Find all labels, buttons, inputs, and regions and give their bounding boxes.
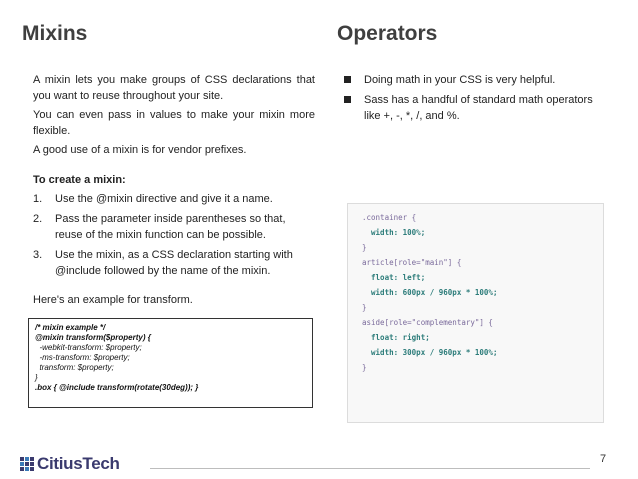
code-line: @mixin transform($property) {	[35, 333, 151, 342]
mixins-heading: Mixins	[22, 22, 88, 45]
code-row: width: 600px / 960px * 100%;	[362, 288, 498, 297]
footer-rule	[150, 468, 590, 469]
code-line: transform: $property;	[35, 363, 114, 372]
example-caption: Here's an example for transform.	[33, 294, 193, 306]
bullet-item	[344, 72, 604, 88]
step-item	[33, 247, 315, 279]
code-row: article[role="main"] {	[362, 258, 462, 267]
bullet-text: Doing math in your CSS is very helpful.	[364, 74, 556, 86]
code-row: float: left;	[362, 273, 426, 282]
mixin-code-box	[28, 318, 313, 408]
paragraph: A good use of a mixin is for vendor prefixes.	[33, 144, 247, 156]
square-bullet-icon	[344, 76, 351, 83]
page-number: 7	[600, 453, 607, 465]
code-row: width: 300px / 960px * 100%;	[362, 348, 498, 357]
operators-code-panel	[347, 203, 604, 423]
step-item	[33, 211, 315, 243]
citiustech-logo	[20, 454, 120, 474]
mixins-content	[33, 72, 315, 283]
code-line: /* mixin example */	[35, 323, 106, 332]
code-row: }	[362, 363, 367, 372]
bullet-text: Sass has a handful of standard math operators like +, -, *, /, and %.	[364, 94, 593, 122]
code-row: }	[362, 303, 367, 312]
step-number: 2.	[33, 213, 43, 225]
code-row: float: right;	[362, 333, 430, 342]
code-line: -ms-transform: $property;	[35, 353, 130, 362]
step-text: Use the mixin, as a CSS declaration starting with @include followed by the name of the mixin.	[55, 249, 293, 277]
logo-grid-icon	[20, 457, 34, 471]
steps-title: To create a mixin:	[33, 174, 126, 186]
code-line: }	[35, 373, 38, 382]
square-bullet-icon	[344, 96, 351, 103]
code-line: -webkit-transform: $property;	[35, 343, 142, 352]
paragraph: You can even pass in values to make your mixin more flexible.	[33, 109, 315, 137]
code-row: aside[role="complementary"] {	[362, 318, 493, 327]
step-item	[33, 191, 315, 207]
step-number: 1.	[33, 193, 43, 205]
code-row: .container {	[362, 213, 417, 222]
code-row: width: 100%;	[362, 228, 426, 237]
step-text: Pass the parameter inside parentheses so that, reuse of the mixin function can be possible.	[55, 213, 286, 241]
footer	[0, 450, 638, 479]
operators-heading: Operators	[337, 22, 438, 45]
step-number: 3.	[33, 249, 43, 261]
code-row: }	[362, 243, 367, 252]
operators-bullets	[344, 72, 604, 128]
paragraph: A mixin lets you make groups of CSS declarations that you want to reuse throughout your site.	[33, 74, 315, 102]
bullet-item	[344, 92, 604, 124]
logo-text: CitiusTech	[37, 454, 120, 473]
step-text: Use the @mixin directive and give it a name.	[55, 193, 273, 205]
code-line: .box { @include transform(rotate(30deg)); }	[35, 383, 199, 392]
